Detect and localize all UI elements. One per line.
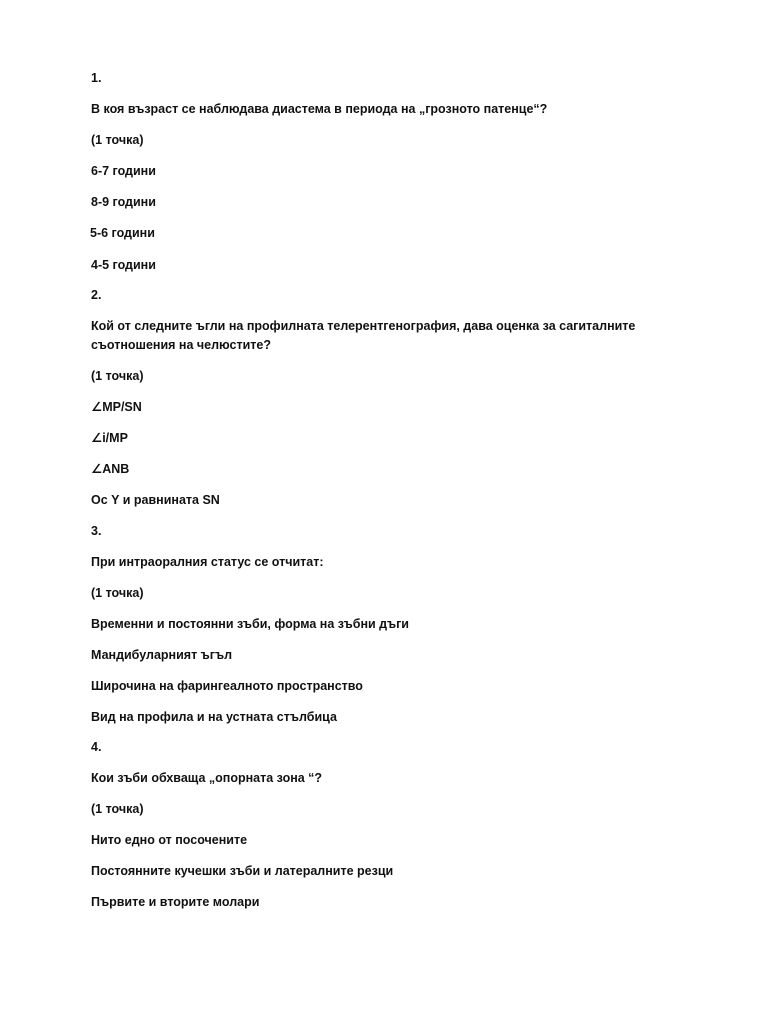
question-1-option-3: 5-6 години bbox=[90, 226, 155, 240]
question-3-option-2: Мандибуларният ъгъл bbox=[91, 648, 233, 662]
question-2-option-1: ∠MP/SN bbox=[91, 400, 142, 414]
question-1-option-1: 6-7 години bbox=[91, 164, 156, 178]
question-3-text: При интраоралния статус се отчитат: bbox=[91, 555, 324, 569]
question-2-option-3: ∠ANB bbox=[91, 462, 130, 476]
question-1-option-4: 4-5 години bbox=[91, 258, 156, 272]
question-2-text-line-2: съотношения на челюстите? bbox=[91, 338, 272, 352]
question-3-option-1: Временни и постоянни зъби, форма на зъбни дъги bbox=[91, 617, 409, 631]
question-1-text: В коя възраст се наблюдава диастема в периода на „грозното патенце“? bbox=[91, 102, 548, 116]
question-4-option-2: Постоянните кучешки зъби и латералните резци bbox=[91, 864, 394, 878]
question-4-option-3: Първите и вторите молари bbox=[91, 895, 260, 909]
question-3-option-4: Вид на профила и на устната стълбица bbox=[91, 710, 337, 724]
question-2-option-4: Ос Y и равнината SN bbox=[91, 493, 220, 507]
question-4-number: 4. bbox=[91, 740, 102, 754]
question-1-points: (1 точка) bbox=[91, 133, 144, 147]
question-4-option-1: Нито едно от посочените bbox=[91, 833, 248, 847]
question-2-option-2: ∠i/MP bbox=[91, 431, 128, 445]
question-1-number: 1. bbox=[91, 71, 102, 85]
question-1-option-2: 8-9 години bbox=[91, 195, 156, 209]
question-3-option-3: Широчина на фарингеалното пространство bbox=[91, 679, 363, 693]
question-3-points: (1 точка) bbox=[91, 586, 144, 600]
question-3-number: 3. bbox=[91, 524, 102, 538]
question-2-points: (1 точка) bbox=[91, 369, 144, 383]
question-2-text-line-1: Кой от следните ъгли на профилната телерентгенография, дава оценка за сагиталните bbox=[91, 319, 636, 333]
question-4-text: Кои зъби обхваща „опорната зона “? bbox=[91, 771, 323, 785]
question-4-points: (1 точка) bbox=[91, 802, 144, 816]
question-2-number: 2. bbox=[91, 288, 102, 302]
